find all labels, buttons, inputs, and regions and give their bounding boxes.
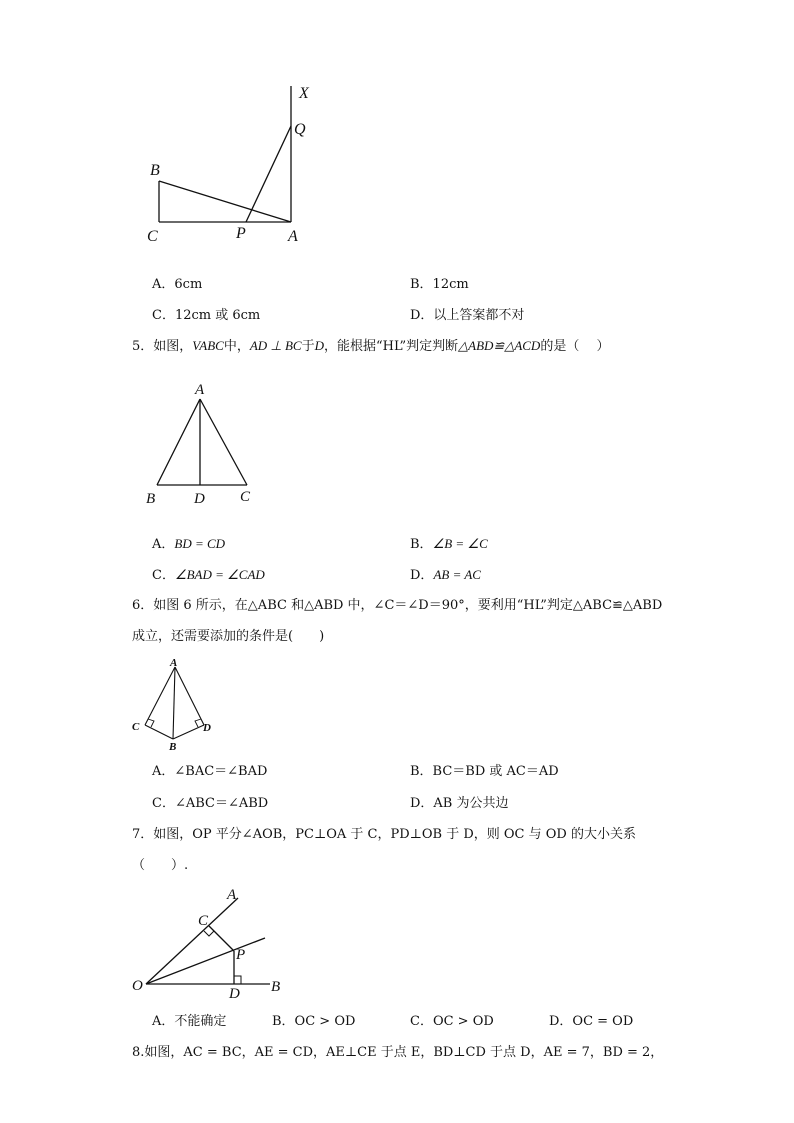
q6-stem-line2: 成立，还需要添加的条件是( ) [132,629,325,644]
segment-pq [246,126,291,222]
ray-op [146,938,265,984]
label-a: A [170,657,178,669]
q8-stem-line1: 8.如图，AC = BC，AE = CD，AE⊥CE 于点 E，BD⊥CD 于点 D，AE = 7，BD = 2， [132,1045,664,1060]
q6-stem-line1: 6．如图 6 所示，在△ABC 和△ABD 中，∠C＝∠D＝90°，要利用“HL”判定△ABC≌△ABD [132,598,663,613]
figure-q5 [140,378,270,510]
segment-db [173,725,204,739]
segment-ab [173,667,175,739]
q5-option-c[interactable]: C．∠BAD = ∠CAD [152,567,265,583]
segment-cb [145,725,173,739]
segment-ba [159,181,291,222]
label-c: C [240,489,251,505]
label-p: P [236,225,246,242]
right-angle-c [204,931,214,936]
label-a: A [227,887,237,903]
label-c: C [147,228,158,245]
label-b: B [271,979,281,995]
q4-option-a[interactable]: A．6cm [152,277,203,292]
label-o: O [132,978,143,994]
q7-option-a[interactable]: A．不能确定 [152,1014,227,1029]
figure-q7 [128,883,288,1003]
segment-ad [175,667,204,725]
label-a: A [288,228,298,245]
right-angle-d [234,976,241,984]
q7-option-b[interactable]: B．OC > OD [272,1014,356,1029]
label-c: C [132,721,140,733]
q7-stem-line2: （ ）. [132,858,189,873]
q5-stem: 5．如图，VABC中，AD ⊥ BC于D，能根据“HL”判定判断△ABD≌△ACD的是（ ） [132,338,610,354]
q7-option-d[interactable]: D．OC = OD [549,1014,634,1029]
q4-option-d[interactable]: D．以上答案都不对 [410,308,525,323]
segment-ac [145,667,175,725]
label-x: X [299,85,309,102]
label-d: D [203,722,211,734]
q5-option-a[interactable]: A．BD = CD [152,536,226,552]
q6-option-b[interactable]: B．BC＝BD 或 AC＝AD [410,764,559,779]
q4-option-b[interactable]: B．12cm [410,277,469,292]
q5-option-d[interactable]: D．AB = AC [410,567,481,583]
figure-q6 [128,655,218,755]
label-b: B [150,162,160,179]
label-a: A [195,382,205,398]
label-d: D [194,491,205,507]
segment-ac [200,399,247,485]
right-angle-c [148,719,154,727]
q6-option-a[interactable]: A．∠BAC＝∠BAD [152,764,268,779]
label-p: P [236,947,246,963]
segment-pc [209,926,234,951]
q6-option-d[interactable]: D．AB 为公共边 [410,796,509,811]
q7-stem-line1: 7．如图，OP 平分∠AOB，PC⊥OA 于 C，PD⊥OB 于 D，则 OC 与 OD 的大小关系 [132,827,636,842]
q7-option-c[interactable]: C．OC > OD [410,1014,494,1029]
segment-ab [157,399,200,485]
label-d: D [229,986,240,1002]
label-b: B [146,491,156,507]
q4-option-c[interactable]: C．12cm 或 6cm [152,308,261,323]
right-angle-d [195,719,201,727]
label-c: C [198,913,209,929]
figure-q4 [140,78,330,248]
q5-option-b[interactable]: B．∠B = ∠C [410,536,488,552]
label-q: Q [294,121,306,138]
q6-option-c[interactable]: C．∠ABC＝∠ABD [152,796,269,811]
label-b: B [169,741,177,753]
